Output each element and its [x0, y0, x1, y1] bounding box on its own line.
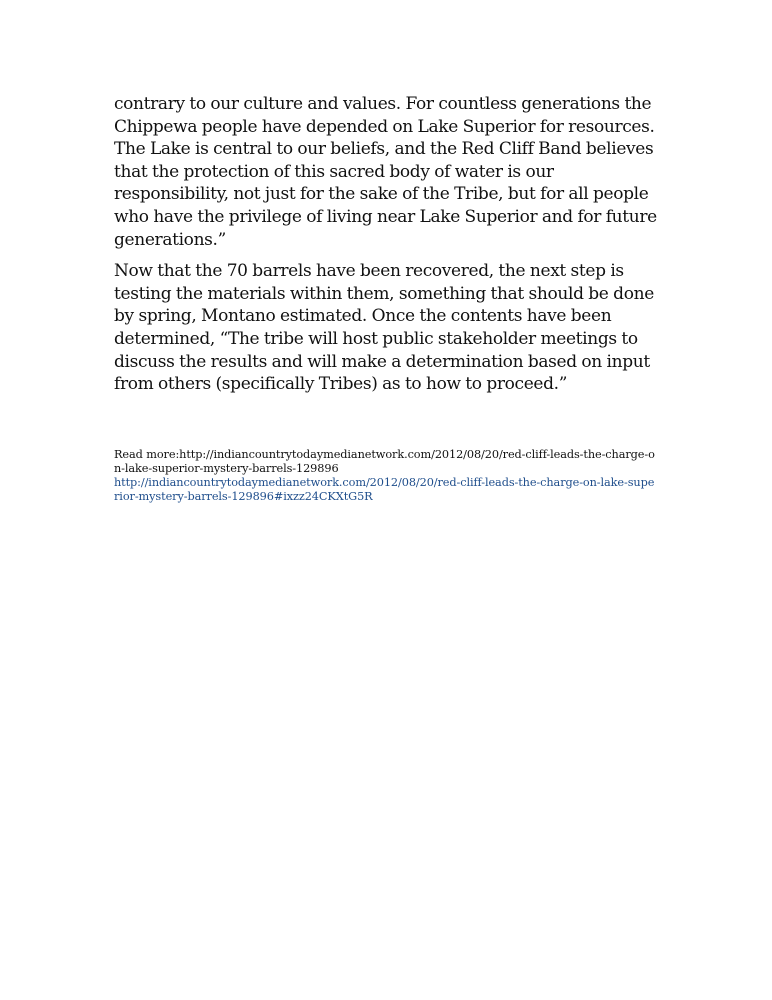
article-paragraph-1: contrary to our culture and values. For countless generations the Chippewa people have depended on Lake Superior for resources. The Lake is central to our beliefs, and the Red Cliff Band believes that the protection of this sacred body of water is our responsibility, not just for the sake of the Tribe, but for all people who have the privilege of living near Lake Superior and for future generations.” — [114, 94, 657, 250]
article-paragraph-2: Now that the 70 barrels have been recovered, the next step is testing the materials within them, something that should be done by spring, Montano estimated. Once the contents have been determined, “The tribe will host public stakeholder meetings to discuss the results and will make a determination based on input from others (specifically Tribes) as to how to proceed.” — [114, 261, 654, 395]
read-more-text: Read more:http://indiancountrytodaymedianetwork.com/2012/08/20/red-cliff-leads-the-charge-on-lake-superior-mystery-barrels-129896 — [114, 447, 655, 475]
source-link[interactable]: http://indiancountrytodaymedianetwork.com/2012/08/20/red-cliff-leads-the-charge-on-lake-superior-mystery-barrels-129896#ixzz24CKXtG5R — [114, 475, 655, 503]
source-block — [114, 448, 658, 504]
document-page — [114, 93, 658, 504]
